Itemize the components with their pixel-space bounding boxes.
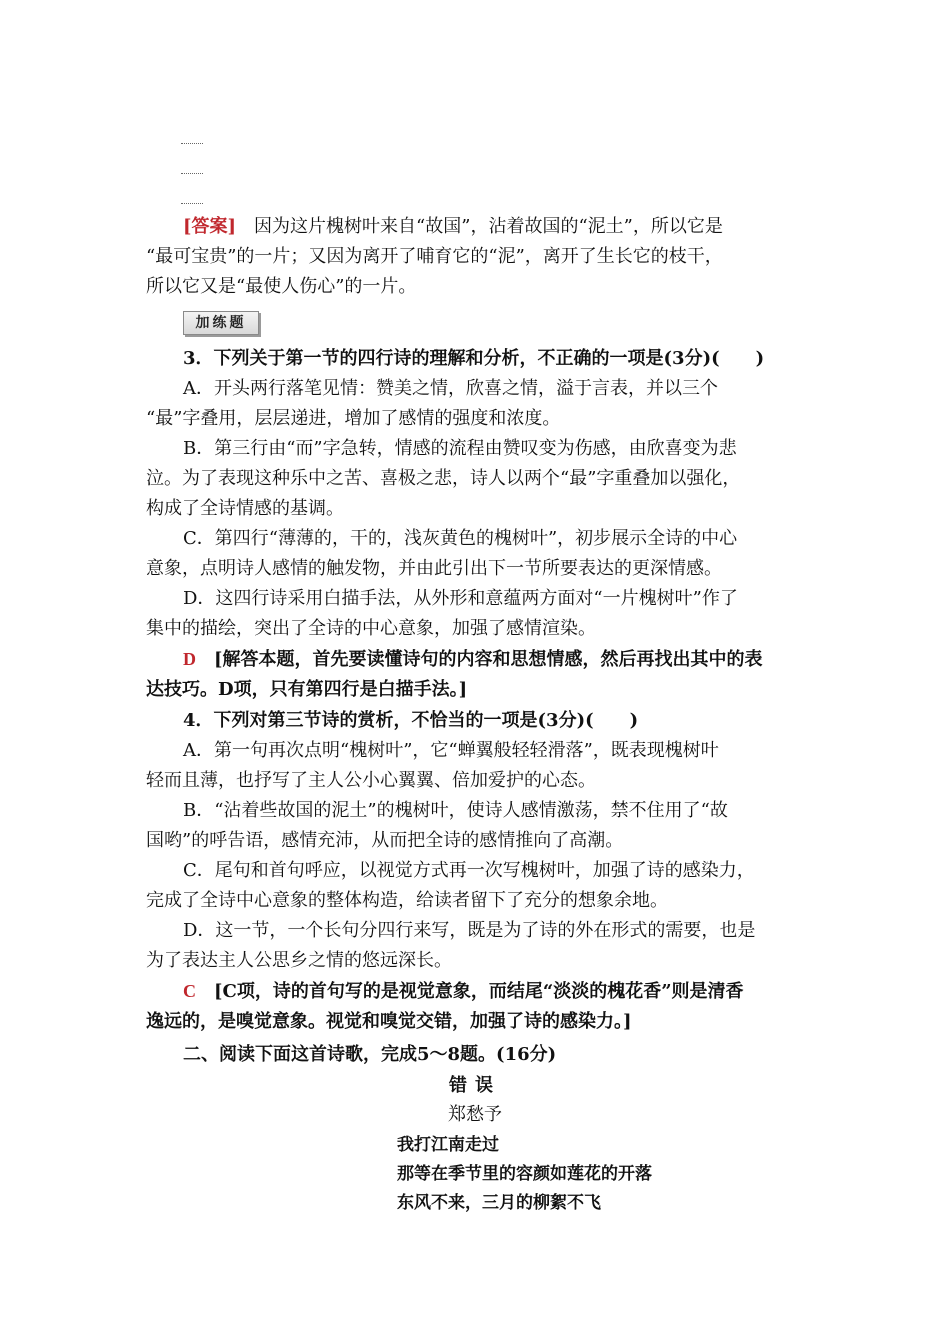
option-c: C．尾句和首句呼应，以视觉方式再一次写槐树叶，加强了诗的感染力， <box>183 860 755 881</box>
option-c-cont: 完成了全诗中心意象的整体构造，给读者留下了充分的想象余地。 <box>146 890 668 911</box>
extra-practice-badge: 加练题 <box>183 311 259 335</box>
option-a: A．第一句再次点明“槐树叶”，它“蝉翼般轻轻滑落”，既表现槐树叶 <box>183 740 719 761</box>
poem-author: 郑愁予 <box>448 1104 502 1125</box>
option-b: B．“沾着些故国的泥土”的槐树叶，使诗人感情激荡，禁不住用了“故 <box>183 800 728 821</box>
section-2 <box>146 1040 810 1070</box>
answer-letter: C <box>183 981 196 1001</box>
explanation: [解答本题，首先要读懂诗句的内容和思想情感，然后再找出其中的表 <box>214 649 763 670</box>
option-b-cont: 泣。为了表现这种乐中之苦、喜极之悲，诗人以两个“最”字重叠加以强化， <box>146 468 741 489</box>
question-stem: 3．下列关于第一节的四行诗的理解和分析，不正确的一项是(3分)( ) <box>183 348 765 369</box>
option-d: D．这四行诗采用白描手法，从外形和意蕴两方面对“一片槐树叶”作了 <box>183 588 738 609</box>
option-b-cont: 国哟”的呼告语，感情充沛，从而把全诗的感情推向了高潮。 <box>146 830 624 851</box>
poem-line: 那等在季节里的容颜如莲花的开落 <box>397 1164 652 1184</box>
section-heading: 二、阅读下面这首诗歌，完成5～8题。(16分) <box>183 1044 557 1065</box>
option-d-cont: 集中的描绘，突出了全诗的中心意象，加强了感情渲染。 <box>146 618 596 639</box>
ellipsis-dots <box>181 203 203 204</box>
ellipsis-dots <box>181 143 203 144</box>
explanation-cont: 达技巧。D项，只有第四行是白描手法。] <box>146 679 468 700</box>
poem-title: 错误 <box>449 1075 501 1096</box>
answer-block <box>146 212 810 302</box>
option-a: A．开头两行落笔见情：赞美之情，欣喜之情，溢于言表，并以三个 <box>183 378 718 399</box>
option-c: C．第四行“薄薄的，干的，浅灰黄色的槐树叶”，初步展示全诗的中心 <box>183 528 738 549</box>
option-c-cont: 意象，点明诗人感情的触发物，并由此引出下一节所要表达的更深情感。 <box>146 558 722 579</box>
explanation-cont: 逸远的，是嗅觉意象。视觉和嗅觉交错，加强了诗的感染力。] <box>146 1011 632 1032</box>
explanation: [C项，诗的首句写的是视觉意象，而结尾“淡淡的槐花香”则是清香 <box>214 981 744 1002</box>
option-b-cont: 构成了全诗情感的基调。 <box>146 498 344 519</box>
answer-text: “最可宝贵”的一片；又因为离开了哺育它的“泥”，离开了生长它的枝干， <box>146 246 723 267</box>
option-d-cont: 为了表达主人公思乡之情的悠远深长。 <box>146 950 452 971</box>
answer-label: [答案] <box>183 216 237 237</box>
answer-letter: D <box>183 649 196 669</box>
poem-line: 东风不来，三月的柳絮不飞 <box>397 1193 601 1213</box>
question-4 <box>146 706 810 1037</box>
option-d: D．这一节，一个长句分四行来写，既是为了诗的外在形式的需要，也是 <box>183 920 756 941</box>
ellipsis-dots <box>181 173 203 174</box>
option-b: B．第三行由“而”字急转，情感的流程由赞叹变为伤感，由欣喜变为悲 <box>183 438 737 459</box>
answer-text: 因为这片槐树叶来自“故国”，沾着故国的“泥土”，所以它是 <box>254 216 723 237</box>
answer-text: 所以它又是“最使人伤心”的一片。 <box>146 276 417 297</box>
question-3 <box>146 344 810 705</box>
poem-line: 我打江南走过 <box>397 1135 499 1155</box>
option-a-cont: 轻而且薄，也抒写了主人公小心翼翼、倍加爱护的心态。 <box>146 770 596 791</box>
question-stem: 4．下列对第三节诗的赏析，不恰当的一项是(3分)( ) <box>183 710 639 731</box>
option-a-cont: “最”字叠用，层层递进，增加了感情的强度和浓度。 <box>146 408 561 429</box>
